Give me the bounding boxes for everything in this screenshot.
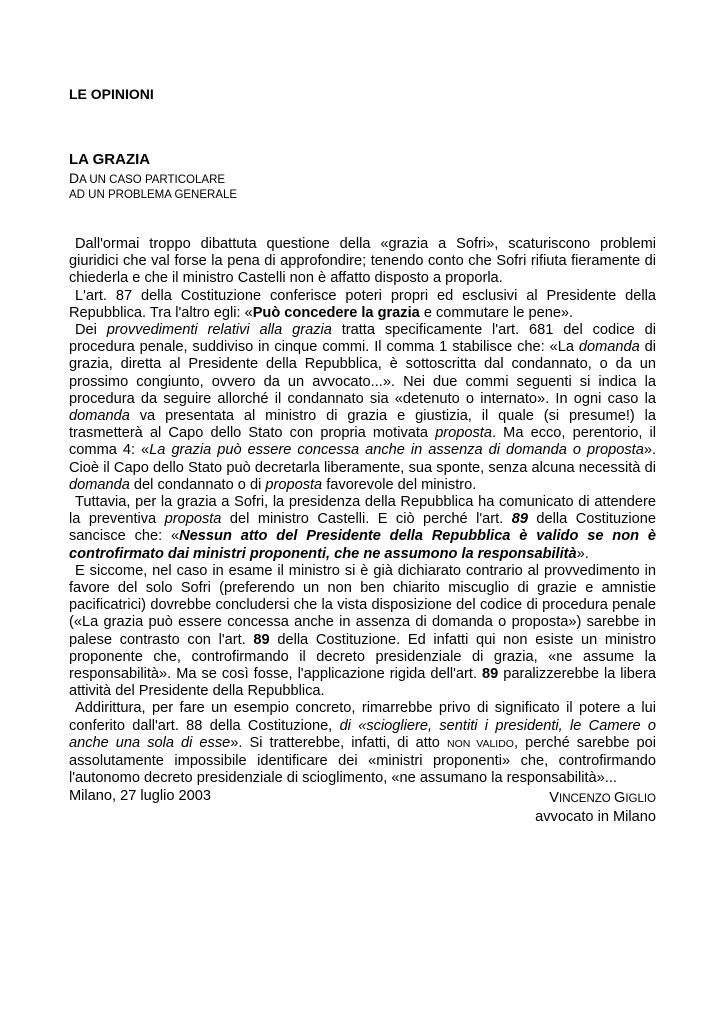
paragraph-3: [69, 322, 656, 494]
text-run: tratta specificamente l'art. 681 del codice di procedura penale, suddiviso in cinque commi. Il comma 1 stabilisce che: «La: [69, 322, 656, 356]
text-run: del ministro Castelli. E ciò perché l'art.: [221, 511, 512, 528]
bold-quote: Può concedere la grazia: [252, 304, 420, 321]
text-run: paralizzerebbe la libera attività del Presidente della Repubblica.: [69, 666, 656, 700]
article-subtitle-line-2: AD UN PROBLEMA GENERALE: [69, 189, 238, 201]
subtitle-initial: D: [69, 170, 80, 186]
article-subtitle-line-1: [69, 171, 225, 187]
italic-term: proposta: [164, 511, 222, 528]
dateline: Milano, 27 luglio 2003: [69, 787, 211, 804]
small-caps-term: NON VALIDO: [446, 737, 514, 750]
italic-quote: di «sciogliere, sentiti i presidenti, le Camere o anche una sola di esse: [69, 717, 657, 751]
paragraph-2: [69, 288, 656, 322]
text-run: della Costituzione sancisce che: «: [69, 511, 656, 545]
name-initial: V: [549, 790, 559, 806]
signature-block: [535, 790, 656, 826]
subtitle-rest: A UN CASO PARTICOLARE: [79, 174, 226, 186]
text-run: E siccome, nel caso in esame il ministro si è già dichiarato contrario al provvedimento in favore del solo Sofri (preferendo un non ben chiarito miscuglio di grazie e amnistie pacificatrici) dovrebbe concludersi che la vista disposizione del codice di procedura penale («La grazia può essere concessa anche in assenza di domanda o proposta») sarebbe in palese contrasto con l'art.: [69, 562, 656, 648]
text-run: favorevole del ministro.: [322, 476, 477, 493]
article-body: [69, 236, 656, 805]
text-run: della Costituzione. Ed infatti qui non esiste un ministro proponente che, controfirmando il decreto presidenziale di grazia, «ne assume la responsabilità». Ma se così fosse, l'applicazione rigida dell'art.: [69, 631, 656, 683]
paragraph-1: Dall'ormai troppo dibattuta questione della «grazia a Sofri», scaturiscono problemi giuridici che val forse la pena di approfondire; tenendo conto che Sofri rifiuta fieramente di chiederla e che il ministro Castelli non è affatto disposto a proporla.: [69, 236, 656, 287]
italic-quote: La grazia può essere concessa anche in assenza di domanda o proposta: [149, 442, 644, 459]
author-role: avvocato in Milano: [535, 808, 656, 825]
text-run: ». Cioè il Capo dello Stato può decretarla liberamente, sua sponte, senza alcuna necessità di: [69, 442, 656, 476]
name-rest: INCENZO: [559, 793, 614, 805]
paragraph-6: [69, 700, 656, 787]
text-run: va presentata al ministro di grazia e giustizia, il quale (si presume!) la trasmetterà al Capo dello Stato con propria motivata: [69, 408, 656, 442]
italic-term: proposta: [435, 425, 492, 442]
surname-rest: IGLIO: [625, 793, 656, 805]
italic-term: domanda: [578, 339, 640, 356]
text-run: di grazia, diretta al Presidente della Repubblica, è sottoscritta dal condannato, o da un prossimo congiunto, ovvero da un avvocato...». Nei due commi seguenti si indica la procedura da seguire allorché il condannato sia «detenuto o internato». In ogni caso la: [69, 339, 656, 407]
article-number: 89: [253, 631, 270, 648]
paragraph-5: [69, 563, 656, 701]
italic-term: proposta: [265, 476, 323, 493]
italic-term: domanda: [69, 408, 130, 425]
text-run: ».: [576, 545, 589, 562]
italic-term: provvedimenti relativi alla grazia: [106, 322, 332, 339]
article-number: 89: [511, 511, 528, 528]
text-run: . Ma ecco, perentorio, il comma 4: «: [69, 425, 656, 459]
section-heading: LE OPINIONI: [69, 86, 154, 102]
paragraph-4: [69, 494, 656, 563]
italic-term: domanda: [69, 476, 130, 493]
bold-italic-quote: Nessun atto del Presidente della Repubblica è valido se non è controfirmato dai ministri proponenti, che ne assumono la responsabilità: [69, 528, 656, 562]
text-run: del condannato o di: [129, 476, 266, 493]
text-run: , perché sarebbe poi assolutamente impossibile identificare dei «ministri proponenti» che, controfirmando l'autonomo decreto presidenziale di scioglimento, «ne assumano la responsabilità»...: [69, 734, 657, 787]
text-run: ». Si tratterebbe, infatti, di atto: [230, 734, 447, 751]
surname-initial: G: [613, 790, 626, 806]
article-title: LA GRAZIA: [69, 151, 151, 168]
text-run: L'art. 87 della Costituzione conferisce poteri propri ed esclusivi al Presidente della Repubblica. Tra l'altro egli: «: [69, 287, 656, 321]
author-name: [535, 790, 656, 809]
text-run: Addirittura, per fare un esempio concreto, rimarrebbe privo di significato il potere a lui conferito dall'art. 88 della Costituzione,: [69, 700, 656, 734]
article-number: 89: [482, 666, 499, 683]
text-run: Tuttavia, per la grazia a Sofri, la presidenza della Repubblica ha comunicato di attendere la preventiva: [69, 494, 656, 528]
text-run: e commutare le pene».: [419, 304, 574, 321]
text-run: Dei: [75, 322, 107, 339]
